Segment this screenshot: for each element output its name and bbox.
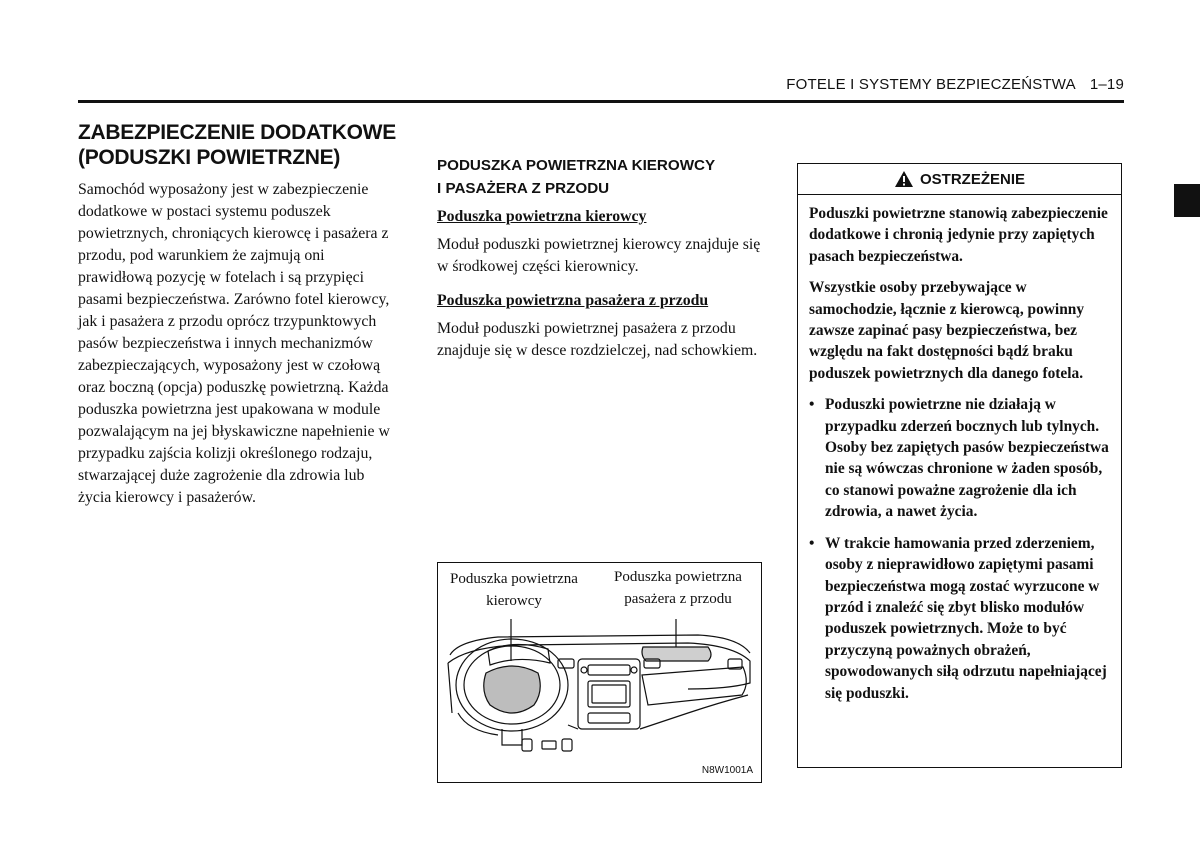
warning-bullet: • Poduszki powietrzne nie działają w przypadku zderzeń bocznych lub tylnych. Osoby bez zapiętych pasów bezpieczeństwa nie są wówczas chronione w żaden sposób, co stanowi poważne zagrożenie dla ich zdrowia, a nawet życia. — [809, 394, 1111, 522]
section-heading-line1: ZABEZPIECZENIE DODATKOWE — [78, 121, 396, 144]
warning-body — [798, 195, 1121, 704]
warning-header — [798, 164, 1121, 195]
airbag-column — [437, 154, 767, 374]
running-header — [786, 76, 1124, 93]
driver-airbag-label-line1: Poduszka powietrzna — [450, 571, 578, 587]
airbag-heading-line1: PODUSZKA POWIETRZNA KIEROWCY — [437, 157, 716, 174]
passenger-airbag-label-line1: Poduszka powietrzna — [614, 569, 742, 585]
passenger-airbag-heading: Poduszka powietrzna pasażera z przodu — [437, 292, 709, 309]
driver-airbag-heading: Poduszka powietrzna kierowcy — [437, 208, 647, 225]
warning-paragraph-2: Wszystkie osoby przebywające w samochodzie, łącznie z kierowcą, powinny zawsze zapinać pasy bezpieczeństwa, bez względu na fakt dostępności bądź braku poduszek powietrznych dla danego fotela. — [809, 279, 1085, 382]
figure-code: N8W1001A — [701, 765, 753, 776]
warning-title: OSTRZEŻENIE — [919, 170, 1025, 188]
section-title: FOTELE I SYSTEMY BEZPIECZEŃSTWA — [786, 76, 1076, 93]
intro-paragraph: Samochód wyposażony jest w zabezpieczenie dodatkowe w postaci systemu poduszek powietrznych, chroniących kierowcę i pasażera z przodu, pod warunkiem że zajmują oni prawidłową pozycję w fotelach i są przypięci pasami bezpieczeństwa. Zarówno fotel kierowcy, jak i pasażera z przodu oprócz trzypunktowych pasów bezpieczeństwa i innych mechanizmów zabezpieczających, wyposażony jest w czołową oraz boczną (opcja) poduszkę powietrzną. Każda poduszka powietrzna jest upakowana w module pozwalającym na jej błyskawiczne napełnienie w przypadku zajścia kolizji określonego rodzaju, stwarzającej duże zagrożenie dla zdrowia lub życia kierowcy i pasażerów. — [78, 181, 390, 506]
passenger-airbag-label-line2: pasażera z przodu — [624, 591, 732, 607]
dashboard-illustration — [438, 563, 760, 781]
chapter-tab-marker — [1174, 184, 1200, 217]
airbag-location-figure — [437, 562, 762, 783]
airbag-heading — [437, 154, 767, 200]
section-heading-line2: (PODUSZKI POWIETRZNE) — [78, 146, 341, 169]
section-heading — [78, 120, 400, 170]
warning-bullet: • W trakcie hamowania przed zderzeniem, osoby z nieprawidłowo zapiętymi pasami bezpieczeństwa mogą zostać wyrzucone w przód i znaleźć się zbyt blisko modułów poduszek powietrznych. Może to być przyczyną poważnych obrażeń, spowodowanych siłą odrzutu napełniającej się poduszki. — [809, 533, 1111, 704]
intro-column — [78, 120, 400, 509]
driver-airbag-label-line2: kierowcy — [486, 593, 542, 609]
warning-paragraph-1: Poduszki powietrzne stanowią zabezpieczenie dodatkowe i chronią jedynie przy zapiętych pasach bezpieczeństwa. — [809, 205, 1108, 265]
warning-box — [797, 163, 1122, 768]
warning-bullet-list — [809, 394, 1111, 704]
passenger-airbag-text: Moduł poduszki powietrznej pasażera z przodu znajduje się w desce rozdzielczej, nad schowkiem. — [437, 320, 758, 359]
header-rule — [78, 100, 1124, 103]
warning-triangle-icon — [894, 170, 914, 188]
page-number: 1–19 — [1089, 76, 1124, 93]
driver-airbag-text: Moduł poduszki powietrznej kierowcy znajduje się w środkowej części kierownicy. — [437, 236, 761, 275]
airbag-heading-line2: I PASAŻERA Z PRZODU — [437, 180, 610, 197]
